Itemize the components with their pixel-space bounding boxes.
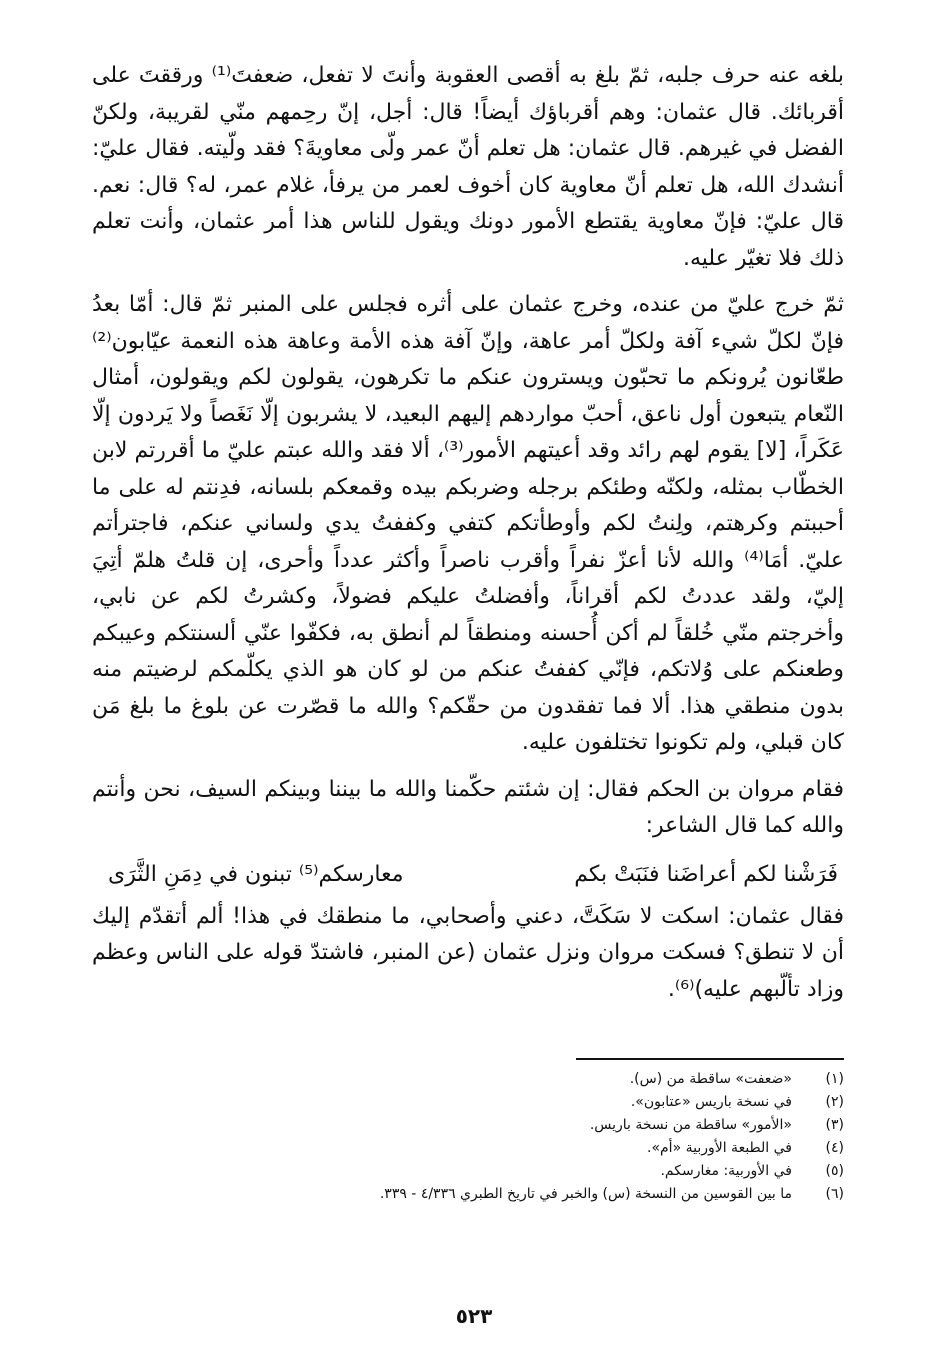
footnote-item [250, 1091, 844, 1114]
footnote-item [250, 1183, 844, 1206]
page-body [92, 58, 844, 1008]
footnote-number: (٢) [825, 1094, 844, 1110]
footnote-text: «ضعفت» ساقطة من (س). [629, 1071, 792, 1087]
footnote-number: (٦) [825, 1186, 844, 1202]
footnote-number: (٤) [825, 1140, 844, 1156]
footnote-divider [576, 1058, 844, 1060]
paragraph-uthman-reply: فقال عثمان: اسكت لا سَكَتَّ، دعني وأصحابي، ما منطقك في هذا! ألم أتقدّم إليك أن لا تنطق؟ فسكت مروان ونزل عثمان (عن المنبر، فاشتدّ قوله على الناس وعظم وزاد تألّبهم عليه)⁽⁶⁾. [92, 903, 844, 1002]
footnote-text: «الأمور» ساقطة من نسخة باريس. [589, 1117, 792, 1133]
footnotes-section [250, 1058, 844, 1206]
footnote-number: (١) [825, 1071, 844, 1087]
verse-second-hemistich: معارسكم⁽⁵⁾ تبنون في دِمَنِ الثَّرَى [108, 861, 404, 887]
footnote-text: في الطبعة الأوربية «أم». [647, 1140, 792, 1156]
paragraph-ali-uthman-dialogue: بلغه عنه حرف جلبه، ثمّ بلغ به أقصى العقوبة وأنتَ لا تفعل، ضعفتَ⁽¹⁾ ورققتَ على أقربائك. قال عثمان: وهم أقرباؤك أيضاً! قال: أجل، إنّ رحِمهم منّي لقريبة، ولكنّ الفضل في غيرهم. قال عثمان: هل تعلم أنّ عمر ولّى معاويةَ؟ فقد ولّيته. فقال عليّ: أنشدك الله، هل تعلم أنّ معاوية كان أخوف لعمر من يرفأ، غلام عمر، له؟ قال: نعم. قال عليّ: فإنّ معاوية يقتطع الأمور دونك ويقول للناس هذا أمر عثمان، وأنت تعلم ذلك فلا تغيّر عليه. [92, 63, 844, 271]
footnote-number: (٥) [825, 1163, 844, 1179]
footnote-number: (٣) [825, 1117, 844, 1133]
paragraph-marwan-speech: فقام مروان بن الحكم فقال: إن شئتم حكّمنا والله ما بيننا وبينكم السيف، نحن وأنتم والله كما قال الشاعر: [92, 776, 844, 838]
page-number: ٥٢٣ [455, 1304, 493, 1328]
footnote-item [250, 1068, 844, 1091]
poetry-verse [108, 855, 838, 895]
verse-first-hemistich: فَرَشْنا لكم أعراضَنا فنَبَتْ بكم [574, 861, 838, 887]
footnote-item [250, 1160, 844, 1183]
footnote-item [250, 1137, 844, 1160]
footnote-text: ما بين القوسين من النسخة (س) والخبر في تاريخ الطبري ٤/٣٣٦ - ٣٣٩. [379, 1186, 792, 1202]
footnote-item [250, 1114, 844, 1137]
footnote-text: في الأوربية: مغارسكم. [660, 1163, 792, 1179]
footnote-text: في نسخة باريس «عتابون». [630, 1094, 792, 1110]
paragraph-uthman-sermon: ثمّ خرج عليّ من عنده، وخرج عثمان على أثره فجلس على المنبر ثمّ قال: أمّا بعدُ فإنّ لكلّ شيء آفة ولكلّ أمر عاهة، وإنّ آفة هذه الأمة وعاهة هذه النعمة عيّابون⁽²⁾ طعّانون يُرونكم ما تحبّون ويسترون عنكم ما تكرهون، يقولون لكم ويقولون، أمثال النّعام يتبعون أول ناعق، أحبّ مواردهم إليهم البعيد، لا يشربون إلّا نَغَصاً ولا يَردون إلّا عَكَراً، [لا] يقوم لهم رائد وقد أعيتهم الأمور⁽³⁾، ألا فقد والله عبتم عليّ ما أقررتم لابن الخطّاب بمثله، ولكنّه وطئكم برجله وضربكم بيده وقمعكم بلسانه، فدِنتم له على ما أحببتم وكرهتم، ولِنتُ لكم وأوطأتكم كتفي وكففتُ يدي ولساني عنكم، فاجترأتم عليّ. أمَا⁽⁴⁾ والله لأنا أعزّ نفراً وأقرب ناصراً وأكثر عدداً وأحرى، إن قلتُ هلمّ أتِيَ إليّ، ولقد عددتُ لكم أقراناً، وأفضلتُ عليكم فضولاً، وكشرتُ لكم عن نابي، وأخرجتم منّي خُلقاً لم أكن أُحسنه ومنطقاً لم أنطق به، فكفّوا عنّي ألسنتكم وعيبكم وطعنكم على وُلاتكم، فإنّي كففتُ عنكم من لو كان هو الذي يكلّمكم لرضيتم منه بدون منطقي هذا. ألا فما تفقدون من حقّكم؟ والله ما قصّرت عن بلوغ ما بلغ مَن كان قبلي، ولم تكونوا تختلفون عليه. [92, 292, 844, 755]
